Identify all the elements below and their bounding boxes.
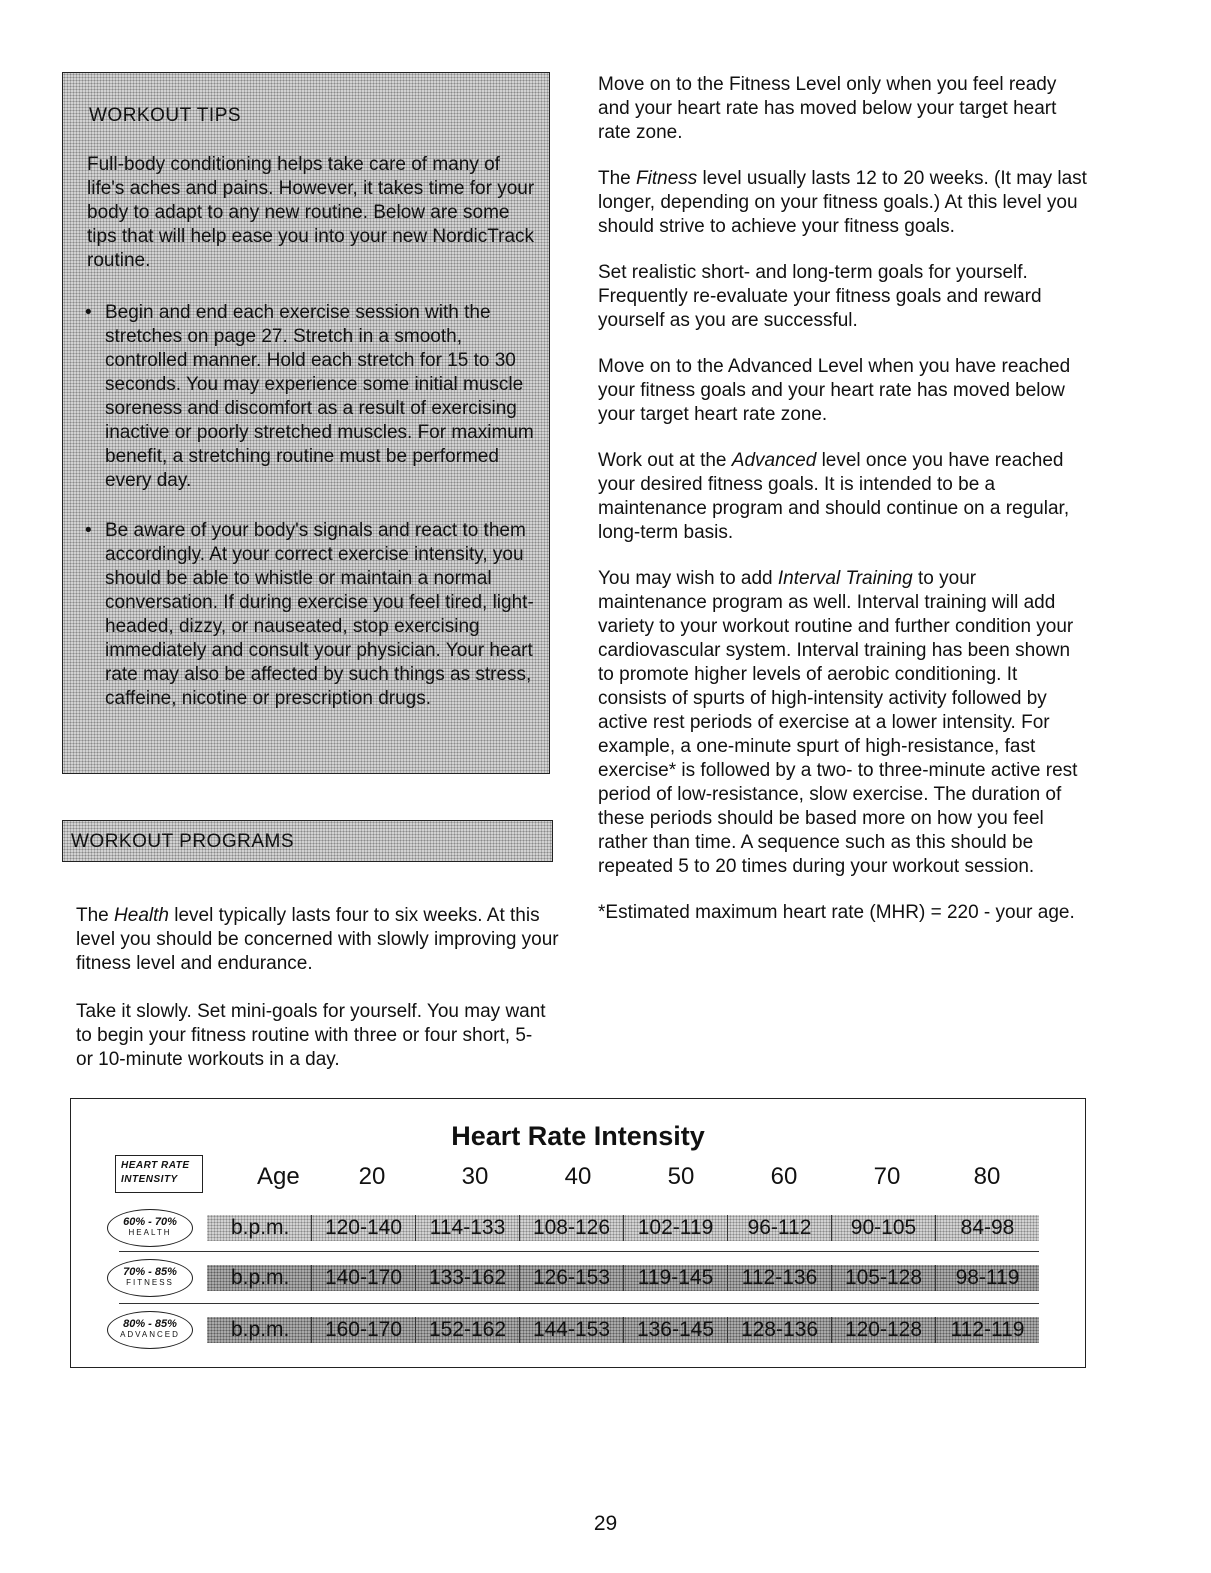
page-number: 29 [593, 1512, 618, 1535]
text-run: The [598, 168, 637, 189]
hr-cell: 133-162 [415, 1265, 519, 1291]
advanced-move-on-paragraph: Move on to the Advanced Level when you have reached your fitness goals and your heart rate has moved below your target heart rate zone. [598, 356, 1071, 425]
bpm-label: b.p.m. [231, 1318, 290, 1341]
health-level-paragraph [76, 904, 572, 976]
emphasis-health: Health [114, 905, 169, 926]
hr-cell: 119-145 [623, 1265, 727, 1291]
hr-cell: 160-170 [311, 1317, 415, 1343]
bullet-marker: • [85, 520, 92, 541]
workout-tips-box [62, 72, 550, 774]
badge-line: INTENSITY [121, 1174, 178, 1185]
hr-cell: 136-145 [623, 1317, 727, 1343]
hr-cell: 126-153 [519, 1265, 623, 1291]
heart-rate-table-title: Heart Rate Intensity [451, 1121, 705, 1151]
workout-tips-intro: Full-body conditioning helps take care of many of life's aches and pains. However, it takes time for your body to adapt to any new routine. Below are some tips that will help ease you into your new NordicTrack routine. [87, 154, 535, 271]
fitness-move-on-paragraph: Move on to the Fitness Level only when you feel ready and your heart rate has moved below your target heart rate zone. [598, 74, 1057, 143]
text-run: to your maintenance program as well. Interval training will add variety to your workout routine and further condition your cardiovascular system. Interval training has been shown to promote higher levels of aerobic conditioning. It consists of spurts of high-intensity activity followed by active rest periods of exercise at a lower intensity. For example, a one-minute spurt of high-resistance, fast exercise* is followed by a two- to three-minute active rest period of low-resistance, slow exercise. The duration of these periods should be based more on how you feel rather than time. A sequence such as this should be repeated 5 to 20 times during your workout session. [598, 568, 1078, 877]
intensity-level: FITNESS [126, 1278, 174, 1287]
hr-cell: 84-98 [935, 1215, 1039, 1241]
hr-cell: 112-119 [935, 1317, 1039, 1343]
bpm-label: b.p.m. [231, 1266, 290, 1289]
hr-cell: 90-105 [831, 1215, 935, 1241]
intensity-percent: 80% - 85% [123, 1318, 177, 1330]
workout-tip-text: Begin and end each exercise session with the stretches on page 27. Stretch in a smooth, controlled manner. Hold each stretch for 15 to 30 seconds. You may experience some initial muscle soreness and discomfort as a result of exercising inactive or poorly stretched muscles. For maximum benefit, a stretching routine must be performed every day. [105, 302, 534, 491]
workout-tips-title: WORKOUT TIPS [89, 105, 242, 126]
bullet-marker: • [85, 302, 92, 323]
age-header-70: 70 [873, 1163, 901, 1190]
age-header-80: 80 [973, 1163, 1001, 1190]
intensity-percent: 60% - 70% [123, 1216, 177, 1228]
age-header-40: 40 [564, 1163, 592, 1190]
right-column [598, 73, 1088, 925]
intensity-percent: 70% - 85% [123, 1266, 177, 1278]
fitness-level-paragraph [598, 167, 1088, 239]
intensity-oval-advanced [107, 1311, 193, 1349]
text-run: Work out at the [598, 450, 732, 471]
text-run: The [76, 905, 115, 926]
emphasis-advanced: Advanced [731, 450, 817, 471]
workout-tip-text: Be aware of your body's signals and react to them accordingly. At your correct exercise intensity, you should be able to whistle or maintain a normal conversation. If during exercise you feel tired, light-headed, dizzy, or nauseated, stop exercising immediately and consult your physician. Your heart rate may also be affected by such things as stress, caffeine, nicotine or prescription drugs. [105, 520, 534, 709]
workout-programs-title: WORKOUT PROGRAMS [71, 831, 294, 852]
text-run: level typically lasts four to six weeks. At this level you should be concerned with slowly improving your fitness level and endurance. [76, 905, 559, 974]
hr-cell: 112-136 [727, 1265, 831, 1291]
row-divider [119, 1251, 1039, 1252]
text-run: level once you have reached your desired fitness goals. It is intended to be a maintenance program and should continue on a regular, long-term basis. [598, 450, 1070, 543]
heart-rate-table [70, 1098, 1086, 1368]
interval-training-paragraph [598, 567, 1088, 879]
age-column-label: Age [257, 1163, 300, 1190]
bpm-label: b.p.m. [231, 1216, 290, 1239]
text-run: level usually lasts 12 to 20 weeks. (It may last longer, depending on your fitness goals.) At this level you should strive to achieve your fitness goals. [598, 168, 1087, 237]
emphasis-interval-training: Interval Training [777, 568, 913, 589]
take-it-slowly-paragraph: Take it slowly. Set mini-goals for yourself. You may want to begin your fitness routine with three or four short, 5- or 10-minute workouts in a day. [76, 1001, 546, 1070]
badge-line: HEART RATE [121, 1160, 190, 1171]
hr-cell: 128-136 [727, 1317, 831, 1343]
intensity-level: ADVANCED [120, 1330, 180, 1339]
hr-cell: 96-112 [727, 1215, 831, 1241]
hr-cell: 98-119 [935, 1265, 1039, 1291]
emphasis-fitness: Fitness [636, 168, 698, 189]
age-header-30: 30 [461, 1163, 489, 1190]
goals-paragraph: Set realistic short- and long-term goals for yourself. Frequently re-evaluate your fitness goals and reward yourself as you are successful. [598, 262, 1042, 331]
hr-cell: 102-119 [623, 1215, 727, 1241]
hr-cell: 144-153 [519, 1317, 623, 1343]
hr-cell: 114-133 [415, 1215, 519, 1241]
age-header-60: 60 [770, 1163, 798, 1190]
intensity-oval-health [107, 1209, 193, 1247]
advanced-level-paragraph [598, 449, 1088, 545]
intensity-level: HEALTH [128, 1228, 172, 1237]
age-header-50: 50 [667, 1163, 695, 1190]
workout-programs-header [62, 820, 553, 862]
hr-cell: 140-170 [311, 1265, 415, 1291]
heart-rate-row-advanced [119, 1317, 1039, 1343]
hr-cell: 105-128 [831, 1265, 935, 1291]
row-divider [119, 1303, 1039, 1304]
text-run: You may wish to add [598, 568, 778, 589]
heart-rate-row-fitness [119, 1265, 1039, 1291]
age-header-20: 20 [358, 1163, 386, 1190]
mhr-footnote: *Estimated maximum heart rate (MHR) = 220 - your age. [598, 902, 1075, 923]
hr-cell: 120-128 [831, 1317, 935, 1343]
hr-cell: 120-140 [311, 1215, 415, 1241]
intensity-oval-fitness [107, 1259, 193, 1297]
hr-cell: 108-126 [519, 1215, 623, 1241]
hr-cell: 152-162 [415, 1317, 519, 1343]
heart-rate-row-health [119, 1215, 1039, 1241]
heart-rate-intensity-badge [115, 1155, 203, 1193]
